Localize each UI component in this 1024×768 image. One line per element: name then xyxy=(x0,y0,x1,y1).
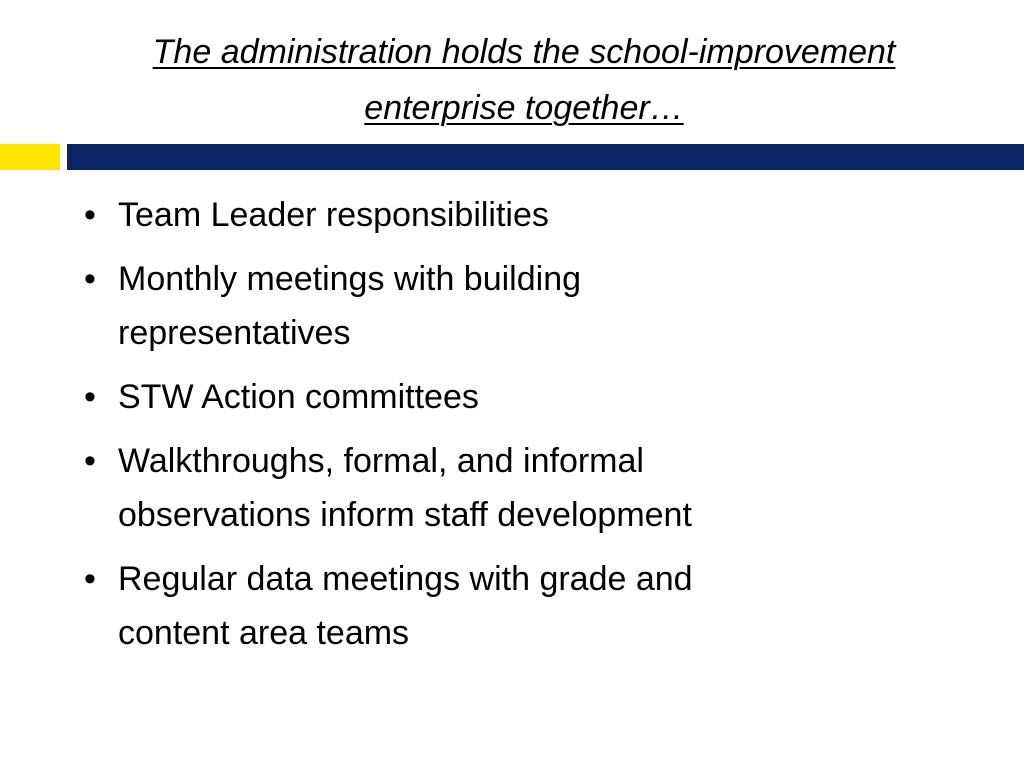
slide-title-line-1: The administration holds the school-improvement xyxy=(152,33,896,71)
bullet-item-walkthroughs xyxy=(84,434,984,542)
bullet-list xyxy=(84,188,984,670)
bullet-text xyxy=(118,188,984,242)
bullet-text-line: Monthly meetings with building xyxy=(118,260,582,298)
bullet-text-line: content area teams xyxy=(118,614,410,652)
accent-bar-yellow xyxy=(0,144,60,170)
bullet-text xyxy=(118,552,984,660)
bullet-item-data-meetings xyxy=(84,552,984,660)
bullet-text xyxy=(118,434,984,542)
bullet-text-line: observations inform staff development xyxy=(118,496,692,534)
bullet-text xyxy=(118,252,984,360)
bullet-item-monthly-meetings xyxy=(84,252,984,360)
bullet-dot: • xyxy=(84,378,96,416)
bullet-text-line: Team Leader responsibilities xyxy=(118,196,549,234)
bullet-text-line: representatives xyxy=(118,314,351,352)
bullet-dot: • xyxy=(84,196,96,234)
bullet-text xyxy=(118,370,984,424)
slide-title xyxy=(40,24,1008,136)
slide-title-line-2: enterprise together… xyxy=(364,89,684,127)
bullet-item-team-leader xyxy=(84,188,984,242)
bullet-dot: • xyxy=(84,260,96,298)
bullet-text-line: Walkthroughs, formal, and informal xyxy=(118,442,644,480)
bullet-dot: • xyxy=(84,442,96,480)
bullet-text-line: STW Action committees xyxy=(118,378,479,416)
accent-bar-navy xyxy=(67,144,1024,170)
bullet-text-line: Regular data meetings with grade and xyxy=(118,560,693,598)
bullet-dot: • xyxy=(84,560,96,598)
bullet-item-stw-committees xyxy=(84,370,984,424)
